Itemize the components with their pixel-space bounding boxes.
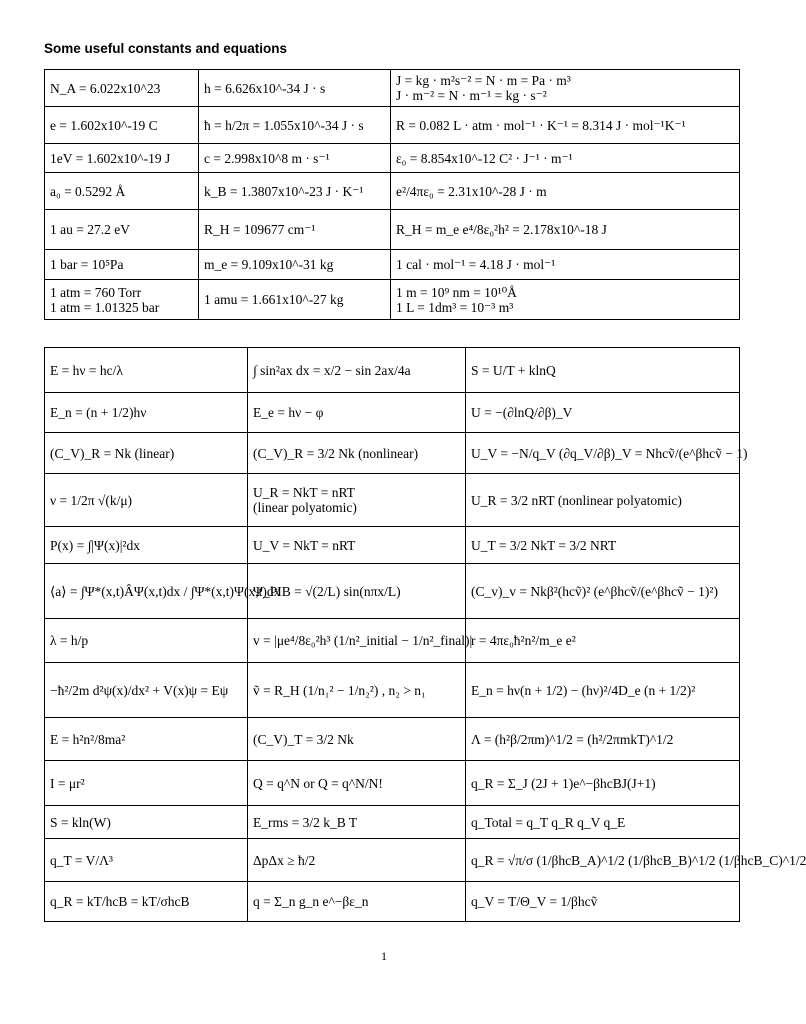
equation-text: (C_V)_R = 3/2 Nk (nonlinear) bbox=[253, 445, 419, 461]
constant-text: 1 cal · mol⁻¹ = 4.18 J · mol⁻¹ bbox=[396, 257, 556, 272]
equation-text: E = hν = hc/λ bbox=[50, 362, 123, 378]
equation-cell bbox=[466, 806, 740, 839]
page-number: 1 bbox=[381, 949, 387, 963]
constant-cell bbox=[45, 250, 199, 280]
constant-text: 1eV = 1.602x10^-19 J bbox=[50, 150, 171, 166]
equation-row bbox=[45, 527, 740, 564]
equation-row bbox=[45, 348, 740, 393]
equation-text: E_n = (n + 1/2)hν bbox=[50, 405, 147, 420]
constant-cell bbox=[45, 280, 199, 320]
equation-text: ∫ sin²ax dx = x/2 − sin 2ax/4a bbox=[253, 362, 411, 378]
equation-cell bbox=[45, 882, 248, 922]
constant-cell bbox=[199, 173, 391, 210]
equation-text: S = kln(W) bbox=[50, 814, 111, 830]
equation-text: U_T = 3/2 NkT = 3/2 NRT bbox=[471, 537, 617, 553]
equation-cell bbox=[466, 527, 740, 564]
constant-cell bbox=[391, 173, 740, 210]
equation-cell bbox=[466, 839, 806, 882]
equation-cell bbox=[248, 348, 466, 393]
constant-cell bbox=[199, 280, 391, 320]
constant-row bbox=[45, 144, 740, 173]
equation-text: Ψ_PIB = √(2/L) sin(nπx/L) bbox=[253, 583, 401, 599]
equation-cell bbox=[466, 433, 748, 474]
equation-row bbox=[45, 433, 740, 474]
constant-cell bbox=[391, 144, 740, 173]
equation-cell bbox=[248, 433, 466, 474]
equation-cell bbox=[466, 663, 740, 718]
constant-text: k_B = 1.3807x10^-23 J · K⁻¹ bbox=[204, 183, 364, 199]
equation-cell bbox=[466, 882, 740, 922]
equation-text: P(x) = ∫|Ψ(x)|²dx bbox=[50, 537, 140, 553]
equation-text: q_V = T/Θ_V = 1/βhcṽ bbox=[471, 894, 598, 909]
constant-text: R_H = 109677 cm⁻¹ bbox=[204, 222, 316, 237]
constant-text: 1 amu = 1.661x10^-27 kg bbox=[204, 292, 344, 307]
equation-cell bbox=[248, 718, 466, 761]
constant-cell bbox=[199, 70, 391, 107]
equation-cell bbox=[466, 619, 740, 663]
equation-text: ⟨a⟩ = ∫Ψ*(x,t)ÂΨ(x,t)dx / ∫Ψ*(x,t)Ψ(x,t)dx bbox=[50, 583, 281, 599]
equation-text: r = 4πε₀ħ²n²/m_e e² bbox=[471, 633, 576, 648]
constant-text: ħ = h/2π = 1.055x10^-34 J · s bbox=[204, 117, 364, 133]
constant-text: ε₀ = 8.854x10^-12 C² · J⁻¹ · m⁻¹ bbox=[396, 150, 573, 166]
equation-row bbox=[45, 564, 740, 619]
constant-text: 1 atm = 760 Torr 1 atm = 1.01325 bar bbox=[50, 284, 160, 315]
equation-cell bbox=[248, 527, 466, 564]
equation-cell bbox=[466, 348, 740, 393]
constant-cell bbox=[199, 210, 391, 250]
equation-row bbox=[45, 718, 740, 761]
equation-text: U_R = NkT = nRT (linear polyatomic) bbox=[253, 485, 357, 515]
constant-text: e = 1.602x10^-19 C bbox=[50, 117, 158, 133]
constants-table bbox=[44, 69, 740, 320]
equation-text: ν = 1/2π √(k/μ) bbox=[50, 492, 133, 508]
equation-text: q_R = kT/hcB = kT/σhcB bbox=[50, 894, 190, 909]
equation-row bbox=[45, 663, 740, 718]
equation-text: ṽ = R_H (1/n₁² − 1/n₂²) , n₂ > n₁ bbox=[253, 682, 426, 698]
constant-cell bbox=[45, 70, 199, 107]
constant-text: J = kg · m²s⁻² = N · m = Pa · m³ J · m⁻² = N · m⁻¹ = kg · s⁻² bbox=[396, 73, 571, 103]
equation-text: E_e = hν − φ bbox=[253, 405, 324, 420]
equation-cell bbox=[45, 527, 248, 564]
equation-cell bbox=[248, 564, 466, 619]
constant-text: m_e = 9.109x10^-31 kg bbox=[204, 257, 334, 272]
constant-text: 1 m = 10⁹ nm = 10¹⁰Å 1 L = 1dm³ = 10⁻³ m³ bbox=[396, 284, 517, 315]
equation-text: U = −(∂lnQ/∂β)_V bbox=[471, 405, 573, 420]
equation-cell bbox=[45, 806, 248, 839]
equation-text: v = |μe⁴/8ε₀²h³ (1/n²_initial − 1/n²_final)| bbox=[253, 633, 473, 648]
constant-text: c = 2.998x10^8 m · s⁻¹ bbox=[204, 150, 330, 166]
constant-row bbox=[45, 250, 740, 280]
constant-cell bbox=[199, 107, 391, 144]
constant-text: 1 au = 27.2 eV bbox=[50, 222, 130, 237]
constant-row bbox=[45, 70, 740, 107]
equation-text: q_Total = q_T q_R q_V q_E bbox=[471, 814, 626, 830]
constant-row bbox=[45, 210, 740, 250]
equation-cell bbox=[45, 564, 281, 619]
constant-text: 1 bar = 10⁵Pa bbox=[50, 257, 124, 272]
equation-text: −ħ²/2m d²ψ(x)/dx² + V(x)ψ = Eψ bbox=[50, 682, 229, 698]
equation-text: U_V = NkT = nRT bbox=[253, 537, 356, 553]
constant-cell bbox=[199, 250, 391, 280]
equation-cell bbox=[45, 718, 248, 761]
constant-row bbox=[45, 280, 740, 320]
equation-text: Q = q^N or Q = q^N/N! bbox=[253, 775, 383, 791]
equation-row bbox=[45, 839, 740, 882]
constant-text: e²/4πε₀ = 2.31x10^-28 J · m bbox=[396, 183, 547, 199]
constant-cell bbox=[391, 280, 740, 320]
equation-cell bbox=[248, 474, 466, 527]
equation-row bbox=[45, 806, 740, 839]
constant-cell bbox=[45, 107, 199, 144]
equation-text: (C_v)_v = Nkβ²(hcṽ)² (e^βhcṽ/(e^βhcṽ − 1)²) bbox=[471, 583, 718, 599]
equation-text: q_R = Σ_J (2J + 1)e^−βhcBJ(J+1) bbox=[471, 775, 656, 791]
equation-text: (C_V)_T = 3/2 Nk bbox=[253, 731, 354, 747]
page-title: Some useful constants and equations bbox=[44, 41, 288, 56]
equation-text: (C_V)_R = Nk (linear) bbox=[50, 445, 175, 461]
constant-text: a₀ = 0.5292 Å bbox=[50, 183, 126, 199]
equation-row bbox=[45, 474, 740, 527]
equation-text: q_T = V/Λ³ bbox=[50, 852, 113, 868]
equation-text: U_R = 3/2 nRT (nonlinear polyatomic) bbox=[471, 492, 682, 508]
equation-text: E_n = hν(n + 1/2) − (hν)²/4D_e (n + 1/2)² bbox=[471, 682, 696, 698]
equation-text: λ = h/p bbox=[50, 633, 89, 648]
constant-row bbox=[45, 107, 740, 144]
equation-cell bbox=[45, 761, 248, 806]
equation-cell bbox=[45, 474, 248, 527]
equation-row bbox=[45, 761, 740, 806]
constant-text: N_A = 6.022x10^23 bbox=[50, 80, 161, 96]
equation-cell bbox=[248, 393, 466, 433]
equation-row bbox=[45, 619, 740, 663]
constant-cell bbox=[391, 250, 740, 280]
constant-row bbox=[45, 173, 740, 210]
equation-cell bbox=[466, 474, 740, 527]
equation-text: E_rms = 3/2 k_B T bbox=[253, 814, 358, 830]
equations-table bbox=[44, 347, 806, 922]
equation-cell bbox=[45, 663, 248, 718]
equation-text: S = U/T + klnQ bbox=[471, 362, 556, 378]
equation-cell bbox=[45, 393, 248, 433]
equation-text: Λ = (h²β/2πm)^1/2 = (h²/2πmkT)^1/2 bbox=[471, 731, 674, 747]
equation-cell bbox=[466, 761, 740, 806]
equation-cell bbox=[45, 433, 248, 474]
equation-cell bbox=[45, 619, 248, 663]
equation-cell bbox=[248, 663, 466, 718]
equation-cell bbox=[248, 839, 466, 882]
constant-cell bbox=[199, 144, 391, 173]
equation-cell bbox=[466, 393, 740, 433]
constant-cell bbox=[45, 173, 199, 210]
equation-cell bbox=[248, 882, 466, 922]
constant-text: R_H = m_e e⁴/8ε₀²h² = 2.178x10^-18 J bbox=[396, 222, 607, 237]
equation-cell bbox=[248, 806, 466, 839]
constant-cell bbox=[391, 210, 740, 250]
constant-cell bbox=[391, 70, 740, 107]
equation-row bbox=[45, 882, 740, 922]
equation-text: U_V = −N/q_V (∂q_V/∂β)_V = Nhcṽ/(e^βhcṽ − 1) bbox=[471, 445, 748, 461]
equation-text: E = h²n²/8ma² bbox=[50, 731, 126, 747]
equation-cell bbox=[45, 839, 248, 882]
constant-cell bbox=[391, 107, 740, 144]
equation-cell bbox=[248, 619, 473, 663]
constant-cell bbox=[45, 144, 199, 173]
constant-text: R = 0.082 L · atm · mol⁻¹ · K⁻¹ = 8.314 J · mol⁻¹K⁻¹ bbox=[396, 117, 686, 133]
equation-cell bbox=[248, 761, 466, 806]
equation-row bbox=[45, 393, 740, 433]
equation-text: I = μr² bbox=[50, 775, 85, 791]
equation-cell bbox=[45, 348, 248, 393]
constant-cell bbox=[45, 210, 199, 250]
constant-text: h = 6.626x10^-34 J · s bbox=[204, 80, 326, 96]
equation-cell bbox=[466, 718, 740, 761]
equation-text: q = Σ_n g_n e^−βε_n bbox=[253, 894, 369, 909]
equation-text: ΔpΔx ≥ ħ/2 bbox=[253, 852, 316, 868]
equation-cell bbox=[466, 564, 740, 619]
equation-text: q_R = √π/σ (1/βhcB_A)^1/2 (1/βhcB_B)^1/2 (1/βhcB_C)^1/2 bbox=[471, 852, 806, 868]
